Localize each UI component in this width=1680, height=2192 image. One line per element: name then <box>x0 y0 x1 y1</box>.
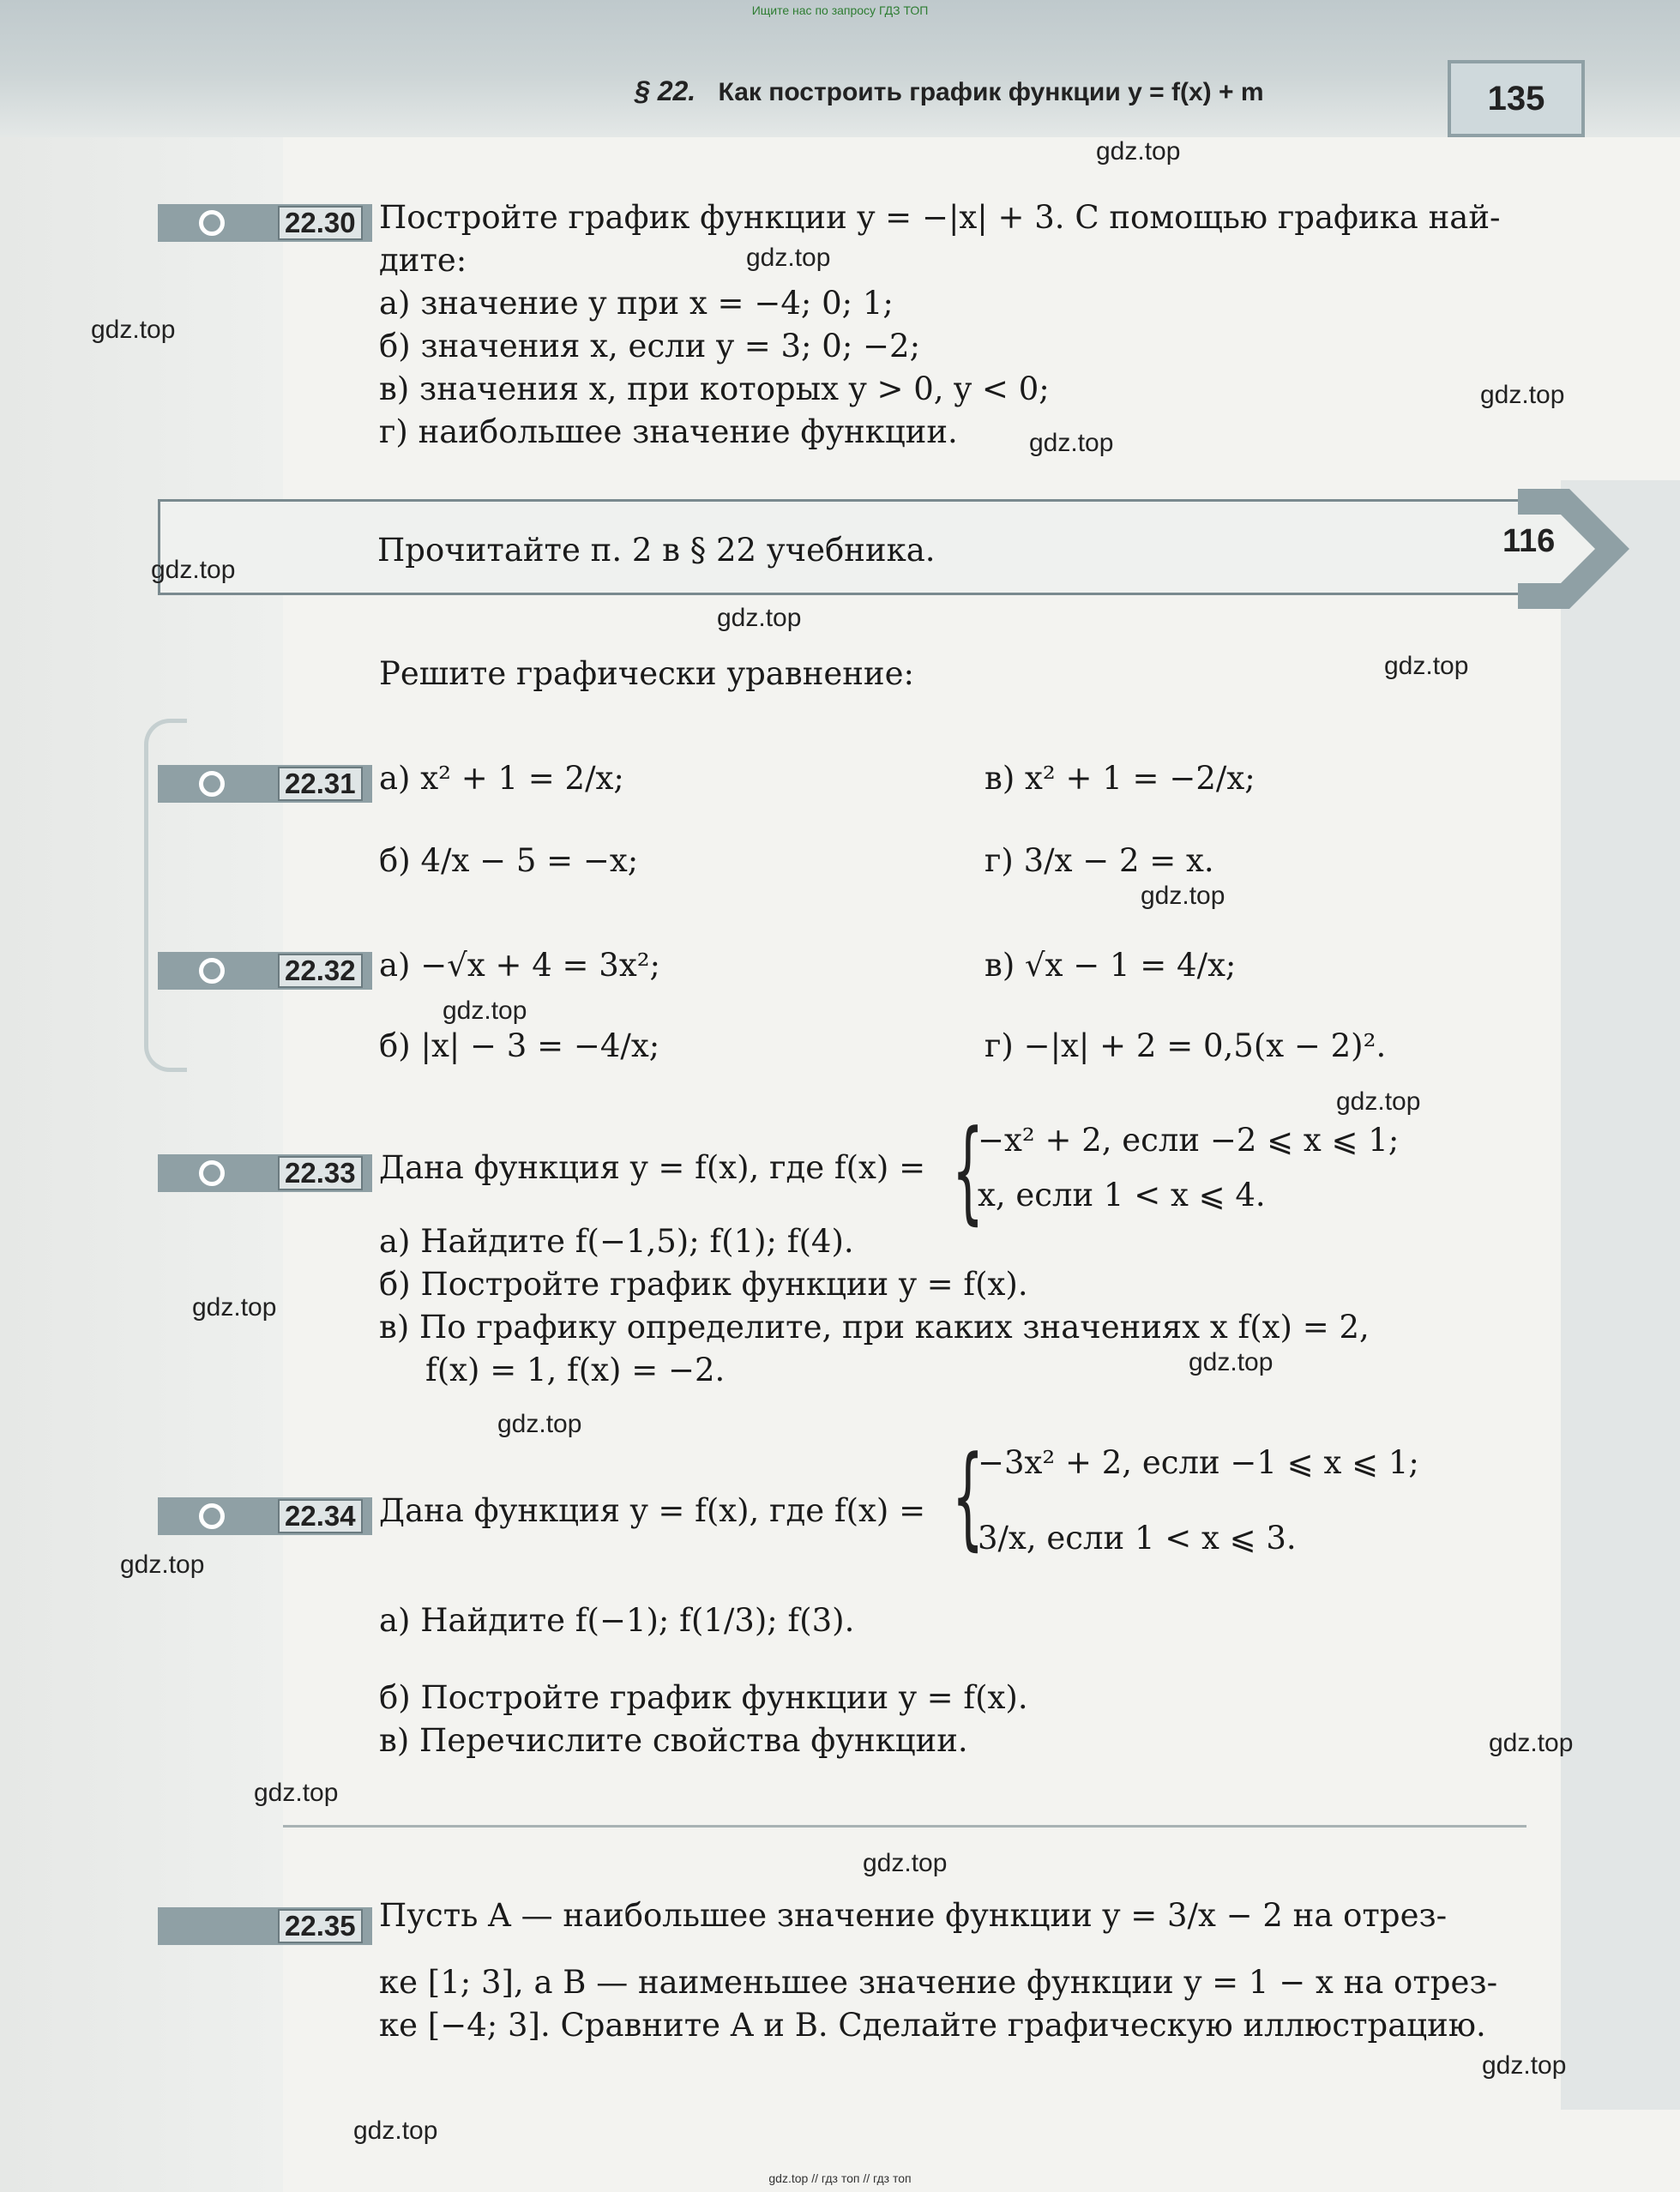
read-instruction: Прочитайте п. 2 в § 22 учебника. <box>377 532 936 569</box>
piecewise-case: 3/x, если 1 < x ⩽ 3. <box>978 1520 1297 1557</box>
task-text: Пусть A — наибольшее значение функции y = 3/x − 2 на отрез- <box>379 1897 1448 1934</box>
piecewise-case: −x² + 2, если −2 ⩽ x ⩽ 1; <box>978 1122 1400 1159</box>
equation: а) −√x + 4 = 3x²; <box>379 947 660 984</box>
task-text: Дана функция y = f(x), где f(x) = <box>379 1149 926 1186</box>
task-text: Постройте график функции y = −|x| + 3. С помощью графика най- <box>379 199 1501 236</box>
watermark: gdz.top <box>1029 429 1114 457</box>
circle-icon <box>199 210 225 236</box>
task-text: а) Найдите f(−1); f(1/3); f(3). <box>379 1602 855 1639</box>
task-text: f(x) = 1, f(x) = −2. <box>425 1352 726 1388</box>
equation: а) x² + 1 = 2/x; <box>379 760 624 797</box>
brace: { <box>952 1105 985 1236</box>
watermark: gdz.top <box>1480 381 1565 409</box>
equation: г) −|x| + 2 = 0,5(x − 2)². <box>985 1027 1387 1064</box>
brace: { <box>952 1431 985 1562</box>
task-text: ке [−4; 3]. Сравните A и B. Сделайте графическую иллюстрацию. <box>379 2007 1486 2044</box>
equation: б) 4/x − 5 = −x; <box>379 842 639 879</box>
top-banner <box>0 0 1680 137</box>
task-text: г) наибольшее значение функции. <box>379 413 958 450</box>
watermark: gdz.top <box>1096 137 1181 166</box>
task-text: в) значения x, при которых y > 0, y < 0; <box>379 370 1050 407</box>
circle-icon <box>199 958 225 984</box>
watermark: gdz.top <box>192 1293 277 1322</box>
section-title <box>635 75 1264 107</box>
textbook-page-ref: 116 <box>1502 523 1556 559</box>
task-text: а) значение y при x = −4; 0; 1; <box>379 285 894 322</box>
equation: в) x² + 1 = −2/x; <box>985 760 1255 797</box>
task-text: в) Перечислите свойства функции. <box>379 1722 968 1759</box>
watermark: gdz.top <box>1336 1087 1421 1116</box>
section-heading: Решите графически уравнение: <box>379 655 914 692</box>
task-number: 22.33 <box>278 1156 363 1190</box>
task-text: в) По графику определите, при каких значениях x f(x) = 2, <box>379 1309 1370 1346</box>
watermark: gdz.top <box>120 1551 205 1579</box>
task-text: Дана функция y = f(x), где f(x) = <box>379 1492 926 1529</box>
circle-icon <box>199 1160 225 1186</box>
watermark: gdz.top <box>151 556 236 584</box>
watermark: gdz.top <box>1489 1729 1574 1757</box>
right-margin-strip <box>1561 480 1680 2110</box>
task-text: б) Постройте график функции y = f(x). <box>379 1266 1028 1303</box>
watermark: gdz.top <box>717 604 802 632</box>
page-number: 135 <box>1448 60 1585 137</box>
circle-icon <box>199 1503 225 1529</box>
section-number: § 22. <box>635 75 696 106</box>
task-text: а) Найдите f(−1,5); f(1); f(4). <box>379 1223 854 1260</box>
piecewise-case: x, если 1 < x ⩽ 4. <box>978 1177 1266 1213</box>
watermark: gdz.top <box>746 244 831 272</box>
equation: б) |x| − 3 = −4/x; <box>379 1027 660 1064</box>
equation: г) 3/x − 2 = x. <box>985 842 1214 879</box>
task-number: 22.35 <box>278 1909 363 1943</box>
circle-icon <box>199 771 225 797</box>
watermark: gdz.top <box>1189 1348 1274 1376</box>
task-text: б) значения x, если y = 3; 0; −2; <box>379 328 921 364</box>
footer: gdz.top // гдз топ // гдз топ <box>768 2171 912 2185</box>
task-number: 22.31 <box>278 767 363 801</box>
watermark: gdz.top <box>1482 2051 1567 2080</box>
watermark: gdz.top <box>863 1849 948 1877</box>
watermark: gdz.top <box>91 316 176 344</box>
task-text: ке [1; 3], а B — наименьшее значение функции y = 1 − x на отрез- <box>379 1964 1498 2001</box>
task-number: 22.30 <box>278 206 363 240</box>
task-text: б) Постройте график функции y = f(x). <box>379 1679 1028 1716</box>
section-heading: Как построить график функции y = f(x) + m <box>718 78 1264 106</box>
divider <box>283 1825 1526 1828</box>
task-text: дите: <box>379 242 467 279</box>
task-number: 22.34 <box>278 1499 363 1533</box>
top-note: Ищите нас по запросу ГДЗ ТОП <box>751 3 929 17</box>
watermark: gdz.top <box>1141 882 1225 910</box>
watermark: gdz.top <box>353 2117 438 2145</box>
watermark: gdz.top <box>1384 652 1469 680</box>
task-number: 22.32 <box>278 954 363 988</box>
watermark: gdz.top <box>254 1779 339 1807</box>
equation: в) √x − 1 = 4/x; <box>985 947 1237 984</box>
watermark: gdz.top <box>443 997 527 1025</box>
watermark: gdz.top <box>497 1410 582 1438</box>
piecewise-case: −3x² + 2, если −1 ⩽ x ⩽ 1; <box>978 1444 1419 1481</box>
